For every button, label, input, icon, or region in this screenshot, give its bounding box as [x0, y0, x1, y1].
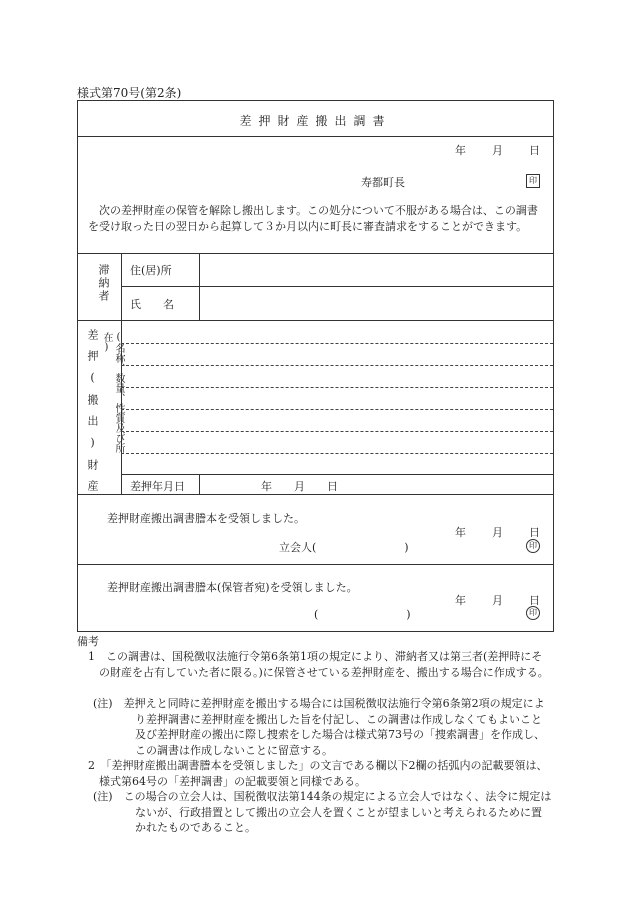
intro-text: 次の差押財産の保管を解除し搬出します。この処分について不服がある場合は、この調書を受け取った日の翌日から起算して３か月以内に町長に審査請求をすることができます。	[88, 204, 538, 233]
property-paren-label: (名称、数量、性質及び所在)	[101, 332, 124, 453]
receipt2-text: 差押財産搬出調書謄本(保管者宛)を受領しました。	[107, 581, 358, 594]
date-month: 月	[492, 144, 503, 157]
dashed-line	[121, 431, 553, 432]
receipt1-month: 月	[492, 526, 503, 539]
issuer-name: 寿都町長	[361, 176, 405, 189]
receipt1-day: 日	[529, 526, 540, 539]
seizure-date-label: 差押年月日	[130, 480, 185, 493]
remark-item: 1 この調書は、国税徴収法施行令第6条第1項の規定により、滞納者又は第三者(差押時にその財産を占有していた者に限る。)に保管させている差押財産を、搬出する場合に作成する。	[88, 650, 549, 679]
divider	[78, 494, 553, 495]
divider	[78, 253, 553, 254]
remark-item: 2 「差押財産搬出調書謄本を受領しました」の文言である欄以下2欄の括弧内の記載要領は、様式第64号の「差押調書」の記載要領と同様である。	[88, 759, 548, 788]
dashed-line	[121, 453, 553, 454]
dashed-line	[121, 365, 553, 366]
property-label: 差押(搬出)財産	[86, 329, 99, 501]
divider	[78, 320, 553, 321]
seizure-date-value: 年 月 日	[261, 480, 338, 493]
receipt1-seal: 印	[526, 539, 540, 553]
delinquent-label: 滞納者	[97, 264, 110, 303]
receipt1-year: 年	[455, 526, 466, 539]
receipt2-seal: 印	[526, 606, 540, 620]
receipt1-text: 差押財産搬出調書謄本を受領しました。	[107, 512, 305, 525]
dashed-line	[121, 387, 553, 388]
receipt1-witness: 立会人( )	[279, 541, 409, 554]
divider	[78, 564, 553, 565]
divider	[121, 286, 553, 287]
remark-note: (注) この場合の立会人は、国税徴収法第144条の規定による立会人ではなく、法令に規定はないが、行政措置として搬出の立会人を置くことが望ましいと考えられるために置かれたものであること。	[93, 790, 552, 834]
receipt2-year: 年	[455, 594, 466, 607]
remark-note: (注) 差押えと同時に差押財産を搬出する場合には国税徴収法施行令第6条第2項の規定により差押調書に差押財産を搬出した旨を付記し、この調書は作成しなくてもよいこと及び差押財産の搬出に際し捜索をした場合は様式第73号の「捜索調書」を作成し、この調書は作成しないことに留意する。	[93, 697, 545, 757]
divider	[199, 474, 200, 494]
date-day: 日	[529, 144, 540, 157]
address-label: 住(居)所	[130, 264, 172, 277]
date-year: 年	[455, 144, 466, 157]
issuer-seal: 印	[526, 174, 540, 188]
dashed-line	[121, 409, 553, 410]
form-number: 様式第70号(第2条)	[77, 86, 182, 100]
name-label: 氏 名	[130, 298, 174, 311]
divider	[121, 474, 553, 475]
remarks-heading: 備考	[77, 635, 99, 648]
dashed-line	[121, 343, 553, 344]
divider	[78, 136, 553, 137]
receipt2-day: 日	[529, 594, 540, 607]
form-frame	[77, 100, 554, 632]
document-title: 差押財産搬出調書	[239, 114, 392, 128]
receipt2-month: 月	[492, 594, 503, 607]
receipt2-paren: ( )	[314, 608, 411, 621]
